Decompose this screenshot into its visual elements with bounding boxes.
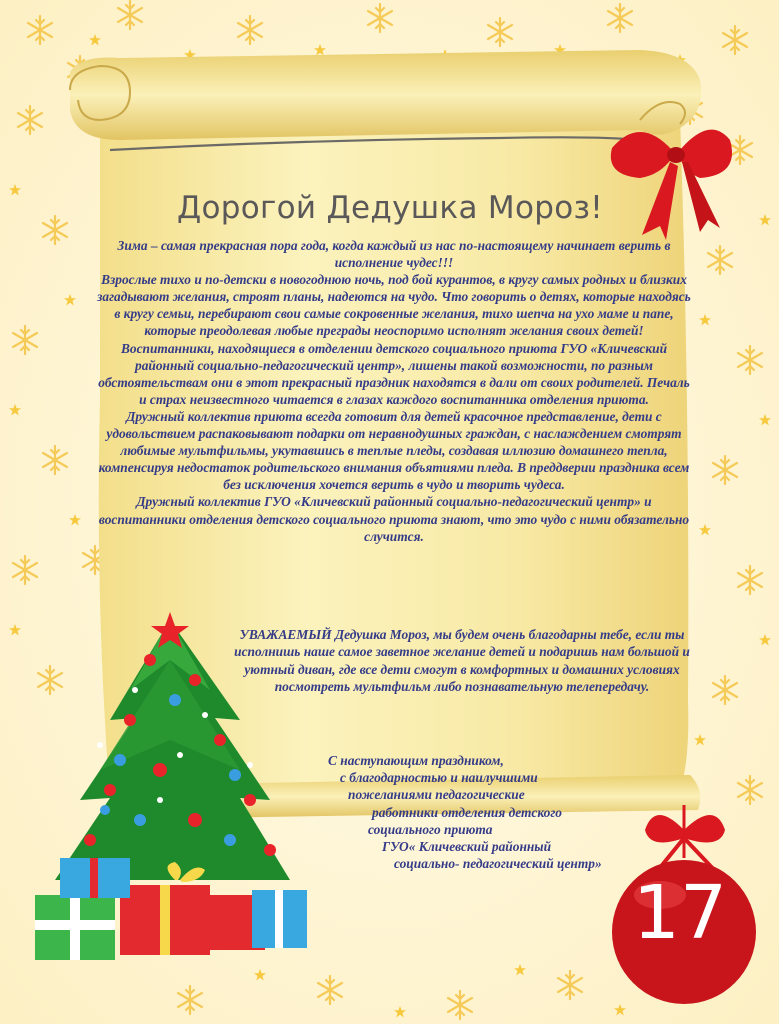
letter-paragraph: Дружный коллектив приюта всегда готовит для детей красочное представление, дети с удовольствием распаковывают подарки от неравнодушных граждан, с наслаждением смотрят любимые мультфильмы, укутавшись в теплые пледы, создавая иллюзию домашнего тепла, компенсируя недостаток родительского внимания объятиями пледа. В преддверии праздника всем без исключения хочется верить в чудо и творить чудеса. [98, 408, 690, 493]
signature-line: социального приюта [368, 821, 493, 837]
signature-line: пожеланиями педагогические [348, 787, 525, 803]
signature-line: С наступающим праздником, [328, 753, 504, 768]
letter-signature [300, 752, 680, 872]
letter-paragraph: Воспитанники, находящиеся в отделении детского социального приюта ГУО «Кличевский районный социально-педагогический центр», лишены такой возможности, по разным обстоятельствам они в этот прекрасный праздник находятся в дали от своих родителей. Печаль и страх неизвестного читается в глазах каждого воспитанника отделения приюта. [98, 340, 690, 407]
letter-body [96, 237, 692, 545]
ornament-number: 17 [632, 870, 728, 956]
signature-line: работники отделения детского [372, 804, 562, 820]
letter-paragraph: Зима – самая прекрасная пора года, когда каждый из нас по-настоящему начинает верить в исполнение чудес!!! [117, 238, 671, 271]
letter-paragraph: Взрослые тихо и по-детски в новогоднюю ночь, под бой курантов, в кругу самых родных и близких загадывают желания, строят планы, надеются на чудо. Что говорить о детях, которые находясь в кругу семьи, перебирают свои самые сокровенные желания, тихо шепча на ухо маме и папе, которые преодолевая любые преграды неоспоримо исполнят желания своих детей! [97, 272, 691, 339]
request-text: УВАЖАЕМЫЙ Дедушка Мороз, мы будем очень благодарны тебе, если ты исполнишь наше самое заветное желание детей и подаришь нам большой и уютный диван, где все дети смогут в комфортных и домашних условиях посмотреть мультфильм либо познавательную телепередачу. [234, 627, 690, 695]
letter-title: Дорогой Дедушка Мороз! [177, 190, 603, 226]
letter-request [232, 626, 692, 696]
letter-paragraph: Дружный коллектив ГУО «Кличевский районный социально-педагогический центр» и воспитанники отделения детского социального приюта знают, что это чудо с ними обязательно случится. [98, 494, 690, 544]
signature-line: с благодарностью и наилучшими [340, 770, 538, 786]
signature-line: социально- педагогический центр» [394, 856, 602, 872]
signature-line: ГУО« Кличевский районный [382, 839, 552, 855]
